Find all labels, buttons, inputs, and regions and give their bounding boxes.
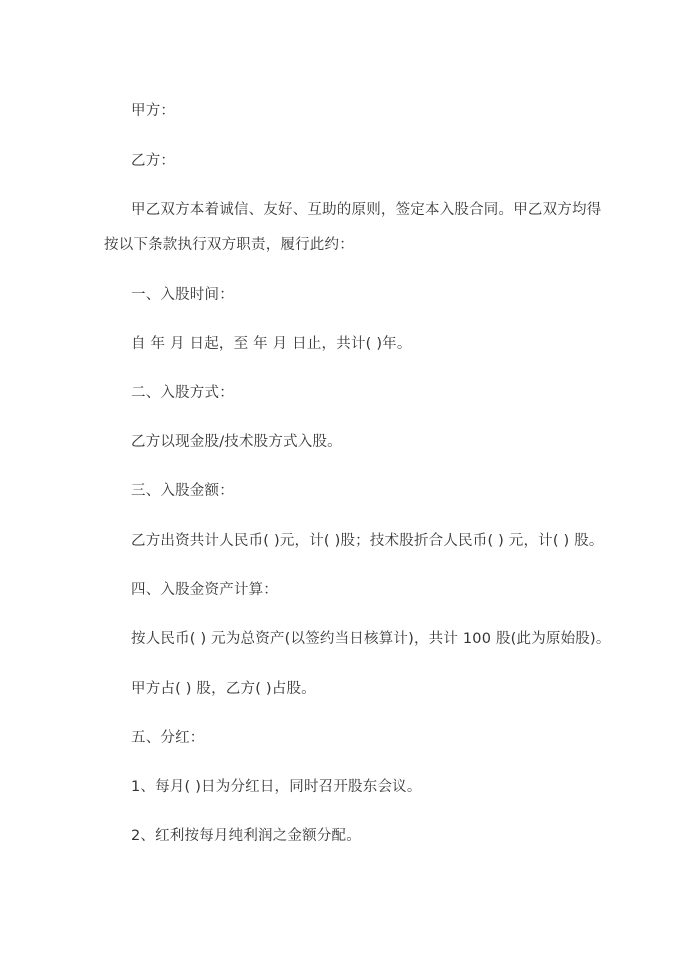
dividend-item-1: 1、每月( )日为分红日，同时召开股东会议。 xyxy=(131,779,422,795)
section-5-heading: 五、分红： xyxy=(131,730,205,746)
section-2-body: 乙方以现金股/技术股方式入股。 xyxy=(131,434,342,450)
party-a-label: 甲方： xyxy=(131,103,176,119)
dividend-item-2: 2、红利按每月纯利润之金额分配。 xyxy=(131,828,361,844)
preamble-line-2: 按以下条款执行双方职责，履行此约： xyxy=(104,237,354,253)
party-b-label: 乙方： xyxy=(131,153,176,169)
section-1-body: 自 年 月 日起，至 年 月 日止，共计( )年。 xyxy=(131,336,412,352)
section-4-body: 按人民币( ) 元为总资产(以签约当日核算计)，共计 100 股(此为原始股)。 xyxy=(131,631,611,647)
section-1-heading: 一、入股时间： xyxy=(131,287,234,303)
preamble-line-1: 甲乙双方本着诚信、友好、互助的原则，签定本入股合同。甲乙双方均得 xyxy=(131,202,602,218)
section-3-body: 乙方出资共计人民币( )元，计( )股；技术股折合人民币( ) 元，计( ) 股。 xyxy=(131,533,604,549)
section-2-heading: 二、入股方式： xyxy=(131,385,234,401)
share-split-line: 甲方占( ) 股，乙方( )占股。 xyxy=(131,681,316,697)
section-3-heading: 三、入股金额： xyxy=(131,483,234,499)
section-4-heading: 四、入股金资产计算： xyxy=(131,582,278,598)
